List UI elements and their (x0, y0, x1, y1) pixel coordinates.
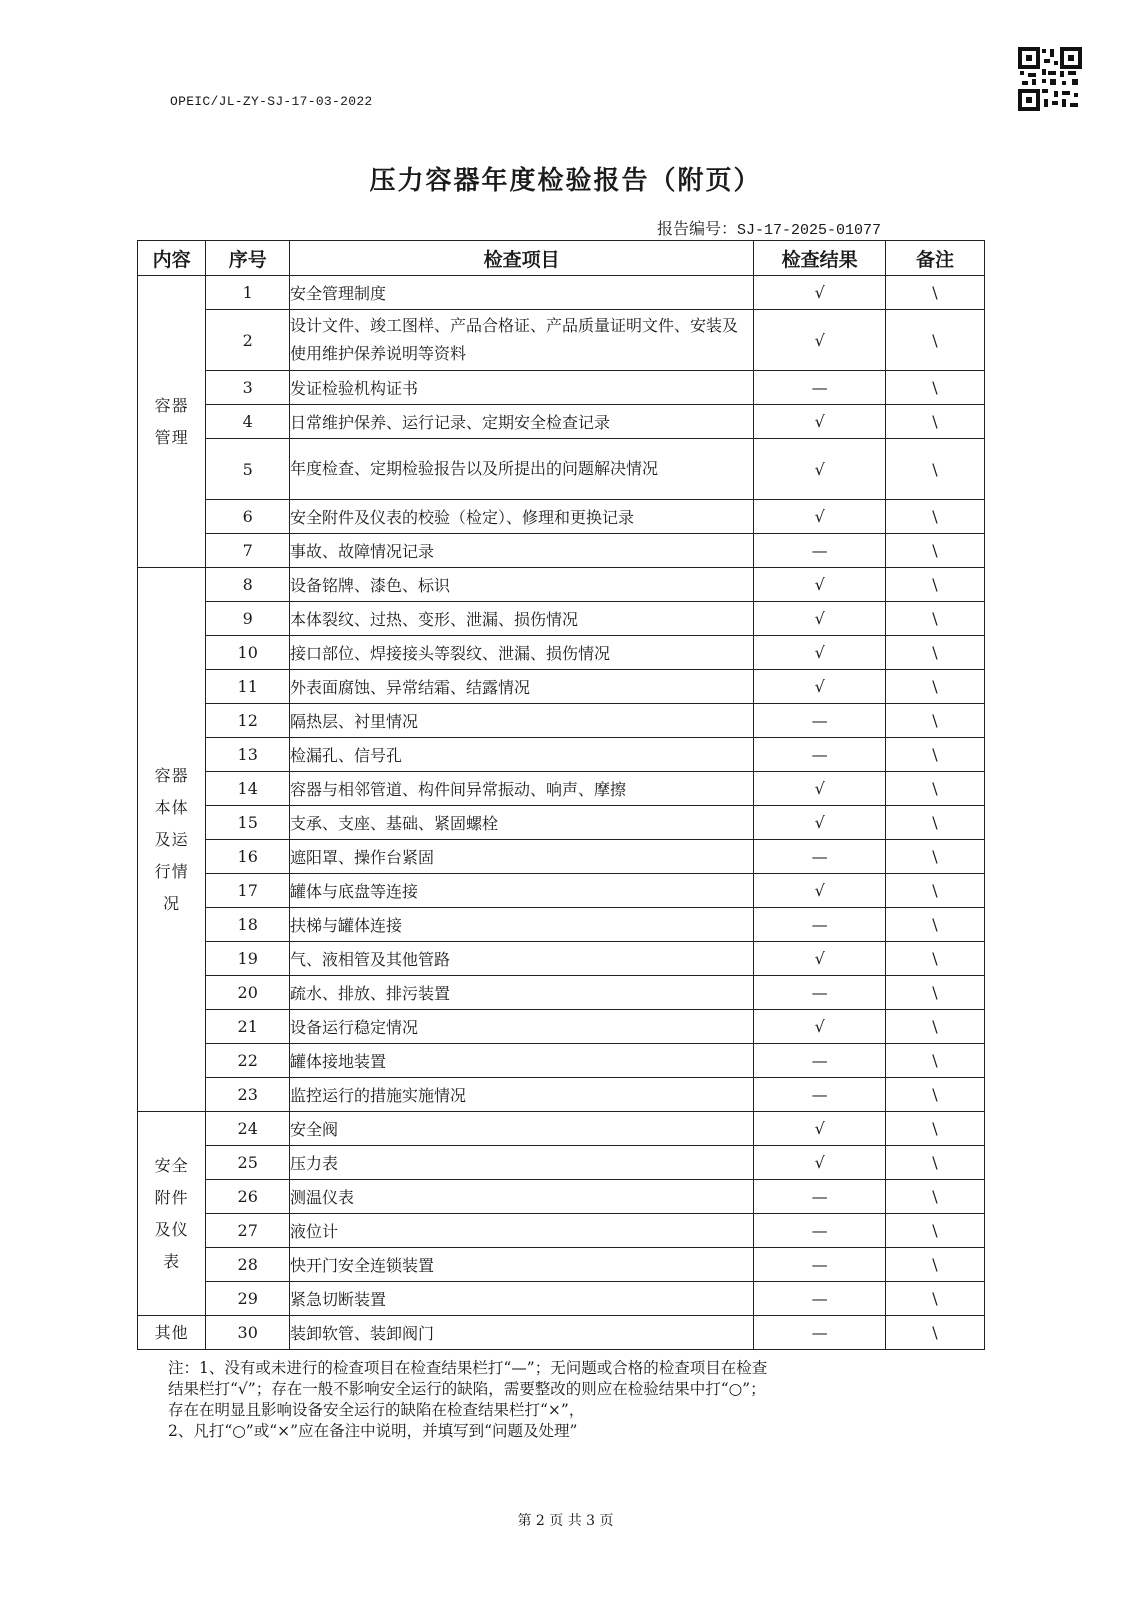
row-number: 30 (206, 1316, 290, 1350)
table-row (138, 371, 985, 405)
table-row (138, 1180, 985, 1214)
check-result: √ (754, 942, 886, 976)
row-number: 28 (206, 1248, 290, 1282)
check-item: 测温仪表 (290, 1180, 754, 1214)
remark: \ (885, 371, 984, 405)
row-number: 15 (206, 806, 290, 840)
header-remark: 备注 (885, 241, 984, 276)
remark: \ (885, 1248, 984, 1282)
check-result: — (754, 1316, 886, 1350)
remark: \ (885, 1316, 984, 1350)
check-item: 扶梯与罐体连接 (290, 908, 754, 942)
section-label: 其他 (138, 1316, 206, 1350)
table-row (138, 1316, 985, 1350)
check-item: 快开门安全连锁装置 (290, 1248, 754, 1282)
remark: \ (885, 908, 984, 942)
row-number: 3 (206, 371, 290, 405)
check-item: 压力表 (290, 1146, 754, 1180)
remark: \ (885, 874, 984, 908)
check-item: 容器与相邻管道、构件间异常振动、响声、摩擦 (290, 772, 754, 806)
check-item: 安全管理制度 (290, 276, 754, 310)
header-result: 检查结果 (754, 241, 886, 276)
remark: \ (885, 636, 984, 670)
row-number: 4 (206, 405, 290, 439)
check-result: √ (754, 1010, 886, 1044)
check-item: 紧急切断装置 (290, 1282, 754, 1316)
table-row (138, 772, 985, 806)
check-item: 支承、支座、基础、紧固螺栓 (290, 806, 754, 840)
check-item: 安全阀 (290, 1112, 754, 1146)
remark: \ (885, 738, 984, 772)
remark: \ (885, 1214, 984, 1248)
remark: \ (885, 439, 984, 500)
check-item: 安全附件及仪表的校验（检定）、修理和更换记录 (290, 500, 754, 534)
report-number (657, 216, 881, 239)
remark: \ (885, 276, 984, 310)
table-row (138, 1078, 985, 1112)
check-item: 设备铭牌、漆色、标识 (290, 568, 754, 602)
row-number: 20 (206, 976, 290, 1010)
remark: \ (885, 602, 984, 636)
note-line: 结果栏打“√”；存在一般不影响安全运行的缺陷，需要整改的则应在检验结果中打“○”； (168, 1380, 766, 1398)
remark: \ (885, 772, 984, 806)
table-row (138, 405, 985, 439)
check-result: — (754, 1248, 886, 1282)
row-number: 8 (206, 568, 290, 602)
remark: \ (885, 806, 984, 840)
table-row (138, 500, 985, 534)
remark: \ (885, 1180, 984, 1214)
note-line: 存在在明显且影响设备安全运行的缺陷在检查结果栏打“×”， (168, 1401, 585, 1419)
table-row (138, 439, 985, 500)
check-result: √ (754, 439, 886, 500)
row-number: 9 (206, 602, 290, 636)
remark: \ (885, 534, 984, 568)
table-row (138, 1146, 985, 1180)
table-row (138, 806, 985, 840)
check-item: 遮阳罩、操作台紧固 (290, 840, 754, 874)
row-number: 25 (206, 1146, 290, 1180)
table-row (138, 1248, 985, 1282)
check-result: √ (754, 1112, 886, 1146)
row-number: 19 (206, 942, 290, 976)
check-item: 罐体接地装置 (290, 1044, 754, 1078)
check-result: — (754, 1180, 886, 1214)
inspection-table (137, 240, 985, 1350)
check-item: 液位计 (290, 1214, 754, 1248)
check-result: — (754, 738, 886, 772)
table-row (138, 310, 985, 371)
page-number: 第 2 页 共 3 页 (517, 1513, 614, 1529)
check-result: √ (754, 636, 886, 670)
check-result: √ (754, 276, 886, 310)
row-number: 10 (206, 636, 290, 670)
header-item: 检查项目 (290, 241, 754, 276)
row-number: 7 (206, 534, 290, 568)
row-number: 5 (206, 439, 290, 500)
table-row (138, 1010, 985, 1044)
row-number: 29 (206, 1282, 290, 1316)
table-row (138, 908, 985, 942)
remark: \ (885, 942, 984, 976)
row-number: 23 (206, 1078, 290, 1112)
check-item: 疏水、排放、排污装置 (290, 976, 754, 1010)
table-body (138, 276, 985, 1350)
row-number: 12 (206, 704, 290, 738)
header-content: 内容 (138, 241, 206, 276)
remark: \ (885, 310, 984, 371)
row-number: 18 (206, 908, 290, 942)
check-result: √ (754, 1146, 886, 1180)
row-number: 13 (206, 738, 290, 772)
remark: \ (885, 1146, 984, 1180)
section-label: 容器 管理 (138, 276, 206, 568)
row-number: 2 (206, 310, 290, 371)
check-item: 装卸软管、装卸阀门 (290, 1316, 754, 1350)
check-result: √ (754, 602, 886, 636)
check-item: 本体裂纹、过热、变形、泄漏、损伤情况 (290, 602, 754, 636)
check-result: — (754, 534, 886, 568)
check-item: 外表面腐蚀、异常结霜、结露情况 (290, 670, 754, 704)
remark: \ (885, 670, 984, 704)
check-result: — (754, 1044, 886, 1078)
row-number: 24 (206, 1112, 290, 1146)
document-code: OPEIC/JL-ZY-SJ-17-03-2022 (170, 94, 373, 109)
check-result: — (754, 1078, 886, 1112)
note-line: 注：1、没有或未进行的检查项目在检查结果栏打“—”；无问题或合格的检查项目在检查 (168, 1359, 768, 1377)
table-header-row (138, 241, 985, 276)
table-row (138, 276, 985, 310)
table-row (138, 840, 985, 874)
row-number: 6 (206, 500, 290, 534)
table-row (138, 568, 985, 602)
header-seq: 序号 (206, 241, 290, 276)
row-number: 11 (206, 670, 290, 704)
check-item: 设备运行稳定情况 (290, 1010, 754, 1044)
remark: \ (885, 1282, 984, 1316)
table-row (138, 738, 985, 772)
report-number-value: SJ-17-2025-01077 (736, 222, 881, 239)
check-result: √ (754, 310, 886, 371)
remark: \ (885, 1010, 984, 1044)
check-result: — (754, 371, 886, 405)
check-result: — (754, 908, 886, 942)
check-result: √ (754, 500, 886, 534)
check-item: 气、液相管及其他管路 (290, 942, 754, 976)
row-number: 22 (206, 1044, 290, 1078)
check-result: √ (754, 568, 886, 602)
check-item: 事故、故障情况记录 (290, 534, 754, 568)
check-item: 发证检验机构证书 (290, 371, 754, 405)
remark: \ (885, 1112, 984, 1146)
page-title: 压力容器年度检验报告（附页） (369, 166, 762, 196)
check-item: 检漏孔、信号孔 (290, 738, 754, 772)
table-row (138, 1112, 985, 1146)
notes (168, 1358, 968, 1442)
note-line: 2、凡打“○”或“×”应在备注中说明，并填写到“问题及处理” (168, 1422, 578, 1440)
table-row (138, 1214, 985, 1248)
check-item: 日常维护保养、运行记录、定期安全检查记录 (290, 405, 754, 439)
remark: \ (885, 840, 984, 874)
check-item: 设计文件、竣工图样、产品合格证、产品质量证明文件、安装及使用维护保养说明等资料 (290, 310, 754, 371)
check-item: 接口部位、焊接接头等裂纹、泄漏、损伤情况 (290, 636, 754, 670)
row-number: 14 (206, 772, 290, 806)
row-number: 26 (206, 1180, 290, 1214)
remark: \ (885, 1078, 984, 1112)
check-item: 罐体与底盘等连接 (290, 874, 754, 908)
table-row (138, 942, 985, 976)
check-result: — (754, 840, 886, 874)
check-item: 隔热层、衬里情况 (290, 704, 754, 738)
report-number-label: 报告编号： (656, 219, 737, 238)
remark: \ (885, 500, 984, 534)
check-result: √ (754, 772, 886, 806)
section-label: 容器 本体 及运 行情 况 (138, 568, 206, 1112)
check-result: — (754, 976, 886, 1010)
row-number: 21 (206, 1010, 290, 1044)
remark: \ (885, 704, 984, 738)
check-result: — (754, 704, 886, 738)
section-label: 安全 附件 及仪 表 (138, 1112, 206, 1316)
remark: \ (885, 405, 984, 439)
check-result: √ (754, 405, 886, 439)
row-number: 27 (206, 1214, 290, 1248)
check-result: √ (754, 806, 886, 840)
check-result: √ (754, 874, 886, 908)
table-row (138, 1044, 985, 1078)
check-result: — (754, 1214, 886, 1248)
remark: \ (885, 1044, 984, 1078)
table-row (138, 704, 985, 738)
table-row (138, 636, 985, 670)
check-item: 年度检查、定期检验报告以及所提出的问题解决情况 (290, 439, 754, 500)
table-row (138, 670, 985, 704)
check-item: 监控运行的措施实施情况 (290, 1078, 754, 1112)
row-number: 17 (206, 874, 290, 908)
table-row (138, 602, 985, 636)
check-result: √ (754, 670, 886, 704)
remark: \ (885, 976, 984, 1010)
table-row (138, 1282, 985, 1316)
row-number: 16 (206, 840, 290, 874)
table-row (138, 976, 985, 1010)
remark: \ (885, 568, 984, 602)
row-number: 1 (206, 276, 290, 310)
check-result: — (754, 1282, 886, 1316)
qr-code-icon (1018, 47, 1082, 111)
table-row (138, 534, 985, 568)
table-row (138, 874, 985, 908)
